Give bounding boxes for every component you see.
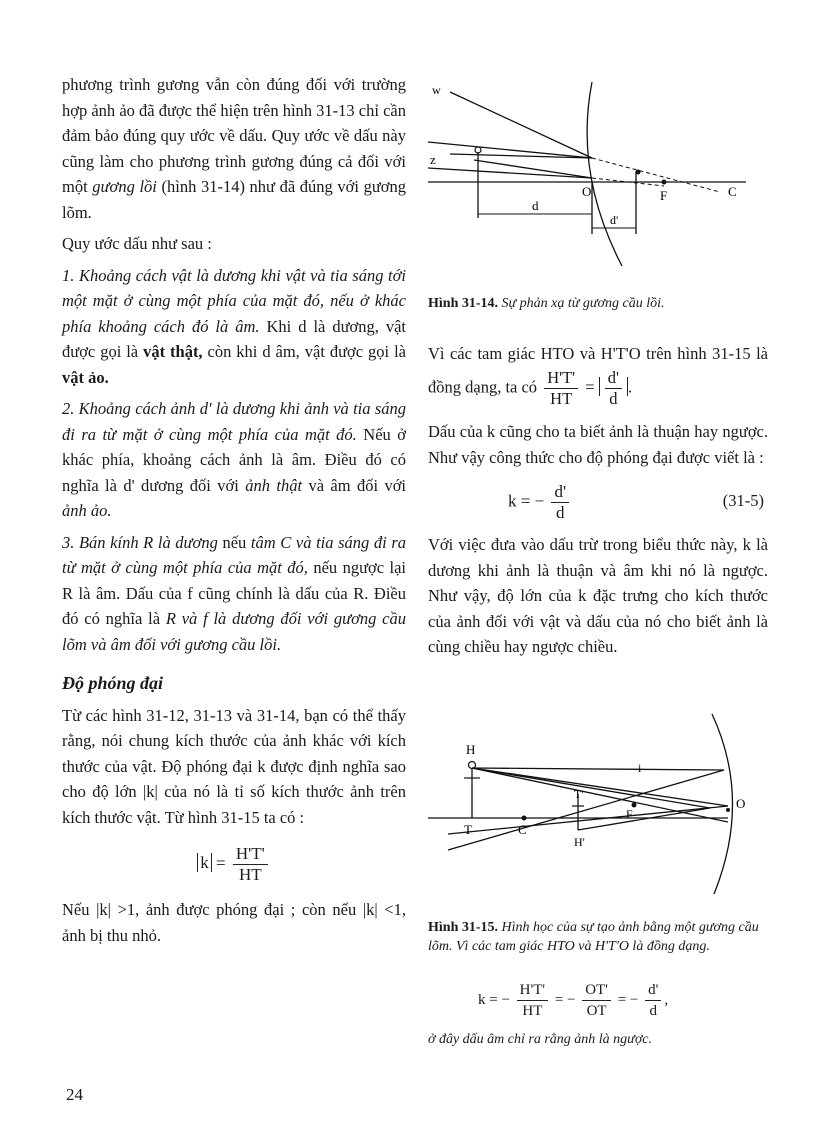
convex-mirror (587, 82, 622, 266)
left-column (62, 72, 406, 954)
rule-1: 1. Khoảng cách vật là dương khi vật và tia sáng tới một mặt ở cùng một phía của mặt đó, nếu ở khác phía khoảng cách đó là âm. Khi d là dương, vật được gọi là vật thật, còn khi d âm, vật được gọi là vật ảo. (62, 265, 406, 387)
caption-note: ở đây dấu âm chỉ ra rằng ảnh là ngược. (428, 1032, 653, 1047)
rule-2: 2. Khoảng cách ảnh d' là dương khi ảnh và tia sáng đi ra từ mặt ở cùng một phía của mặt đó. Nếu ở khác phía, khoảng cách ảnh là âm. Điều đó có nghĩa là d' dương đối với ảnh thật và âm đối với ảnh ảo. (62, 399, 407, 520)
paragraph-sign-rules-intro: Quy ước dấu như sau : (62, 234, 212, 253)
label-T: T (464, 822, 472, 837)
paragraph-enlarged: Nếu |k| >1, ảnh được phóng đại ; còn nếu |k| <1, ảnh bị thu nhỏ. (62, 900, 406, 945)
label-C2: C (518, 822, 527, 837)
label-O: O (582, 184, 592, 199)
paragraph-sign-of-k: Dấu của k cũng cho ta biết ảnh là thuận hay ngược. Như vậy công thức cho độ phóng đại được viết là : (428, 422, 768, 467)
paragraph-similar-triangles: Vì các tam giác HTO và H'T'O trên hình 31-15 là đồng dạng, ta có $\frac{H'T'}{HT}$ = $\frac{d'}{d}$ . (428, 344, 768, 408)
label-F: F (660, 188, 668, 203)
formula-caption: k = − $\frac{H'T'}{HT}$ = − $\frac{OT'}{OT}$ = − $\frac{d'}{d}$ , (478, 982, 669, 1019)
label-O2: O (736, 796, 746, 811)
label-z: z (430, 152, 436, 167)
rule-3: 3. Bán kính R là dương nếu tâm C và tia sáng đi ra từ mặt ở cùng một phía của mặt đó, nếu ngược lại R là âm. Dấu của f cũng chính là dấu của R. Điều đó có nghĩa là R và f là dương đối với gương cầu lõm và âm đối với gương cầu lồi. (62, 532, 406, 654)
label-C: C (728, 184, 737, 199)
right-column (428, 340, 768, 666)
label-i: i (638, 761, 642, 775)
label-dprime: d' (610, 213, 619, 227)
formula-magnitude-k: k = $\frac{H'T'}{HT}$ (62, 844, 406, 885)
formula-31-5: k = − $\frac{d'}{d}$ (31-5) (508, 482, 764, 522)
label-F2: F (626, 807, 633, 821)
paragraph-minus-sign: Với việc đưa vào dấu trừ trong biểu thức này, k là dương khi ảnh là thuận và âm khi nó là ngược. Như vậy, độ lớn của k đặc trưng cho kích thước của ảnh đối với vật và dấu của nó cho biết ảnh là cùng chiều hay ngược chiều. (428, 535, 768, 656)
paragraph-intro: phương trình gương vẫn còn đúng đối với trường hợp ảnh ảo đã được thể hiện trên hình 31-13 chỉ cần đảm bảo đúng quy ước về dấu. Quy ước về dấu này cũng làm cho phương trình gương đúng cả đối với một gương lồi (hình 31-14) như đã đúng với gương lõm. (62, 75, 407, 222)
label-Hp: H' (574, 835, 585, 849)
figure-31-15 (424, 710, 764, 910)
label-w: w (432, 83, 441, 97)
equation-number: (31-5) (722, 491, 764, 510)
figure-31-14 (424, 78, 754, 278)
caption-31-14: Hình 31-14. Sự phản xạ từ gương cầu lồi. (428, 296, 665, 311)
label-Tp: T' (574, 787, 584, 801)
page-number: 24 (66, 1085, 83, 1104)
label-H: H (466, 742, 476, 757)
label-d: d (532, 198, 539, 213)
section-heading: Độ phóng đại (62, 673, 164, 693)
caption-31-15: Hình 31-15. Hình học của sự tạo ảnh bằng một gương cầu lõm. Vì các tam giác HTO và H'T'O là đồng dạng. (428, 920, 759, 954)
paragraph-magnification: Từ các hình 31-12, 31-13 và 31-14, bạn có thể thấy rằng, nói chung kích thước của ảnh khác với kích thước của vật. Độ phóng đại k được định nghĩa sao cho độ lớn |k| của nó là tỉ số kích thước ảnh trên kích thước vật. Từ hình 31-15 ta có : (62, 705, 406, 827)
incident-ray-w (450, 92, 592, 158)
